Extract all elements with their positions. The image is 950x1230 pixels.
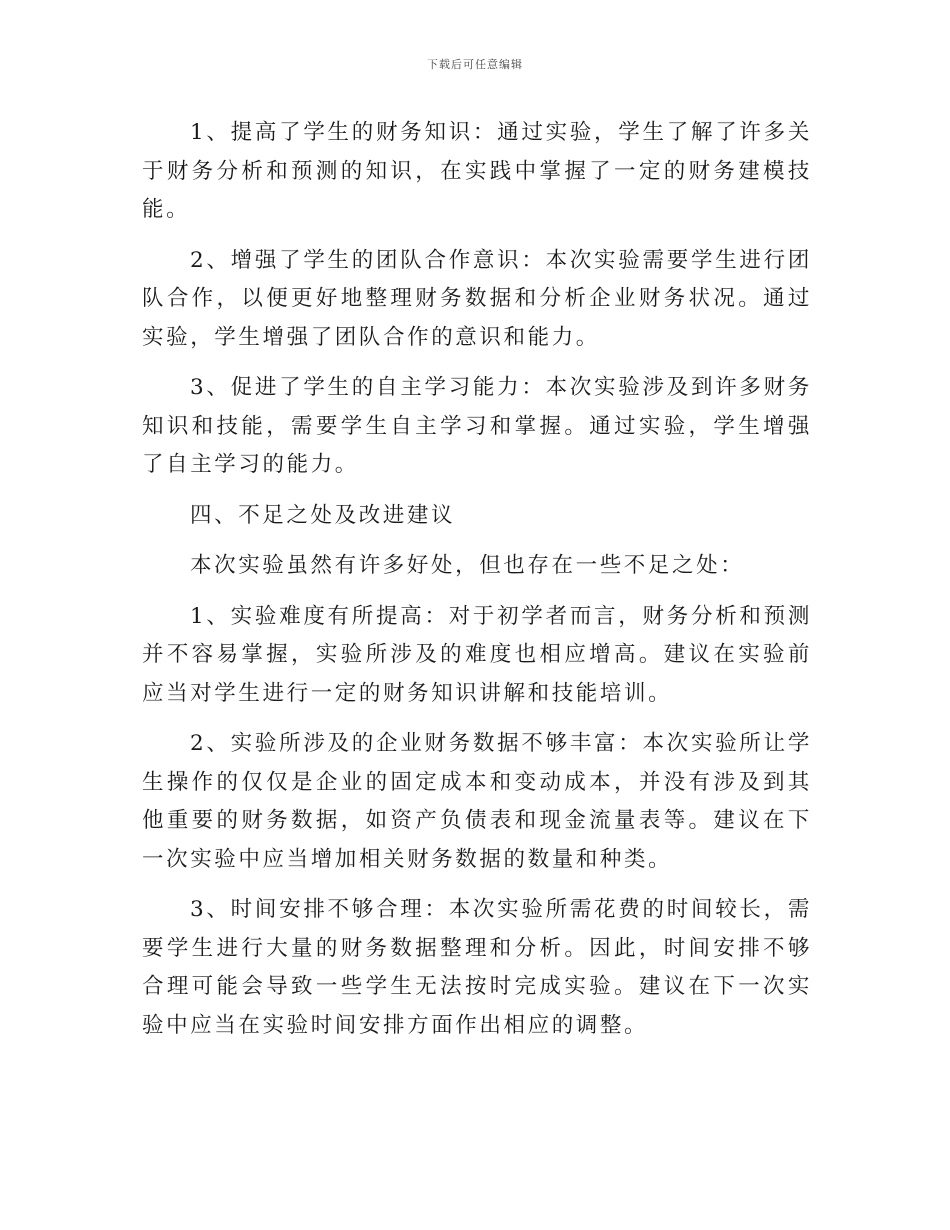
paragraph-benefit-1: 1、提高了学生的财务知识：通过实验，学生了解了许多关于财务分析和预测的知识，在实践中掌握了一定的财务建模技能。 [142, 120, 812, 222]
paragraph-shortcoming-2: 2、实验所涉及的企业财务数据不够丰富：本次实验所让学生操作的仅仅是企业的固定成本和变动成本，并没有涉及到其他重要的财务数据，如资产负债表和现金流量表等。建议在下一次实验中应当增加相关财务数据的数量和种类。 [142, 731, 812, 872]
paragraph-benefit-3: 3、促进了学生的自主学习能力：本次实验涉及到许多财务知识和技能，需要学生自主学习和掌握。通过实验，学生增强了自主学习的能力。 [142, 375, 812, 477]
paragraph-shortcoming-3: 3、时间安排不够合理：本次实验所需花费的时间较长，需要学生进行大量的财务数据整理和分析。因此，时间安排不够合理可能会导致一些学生无法按时完成实验。建议在下一次实验中应当在实验时间安排方面作出相应的调整。 [142, 897, 812, 1038]
paragraph-shortcomings-intro: 本次实验虽然有许多好处，但也存在一些不足之处： [190, 553, 745, 578]
paragraph-shortcoming-1: 1、实验难度有所提高：对于初学者而言，财务分析和预测并不容易掌握，实验所涉及的难度也相应增高。建议在实验前应当对学生进行一定的财务知识讲解和技能培训。 [142, 603, 812, 706]
section-heading-shortcomings: 四、不足之处及改进建议 [190, 502, 456, 528]
paragraph-benefit-2: 2、增强了学生的团队合作意识：本次实验需要学生进行团队合作，以便更好地整理财务数据和分析企业财务状况。通过实验，学生增强了团队合作的意识和能力。 [142, 247, 812, 350]
document-body [142, 114, 812, 1057]
page-header: 下载后可任意编辑 [427, 58, 523, 71]
